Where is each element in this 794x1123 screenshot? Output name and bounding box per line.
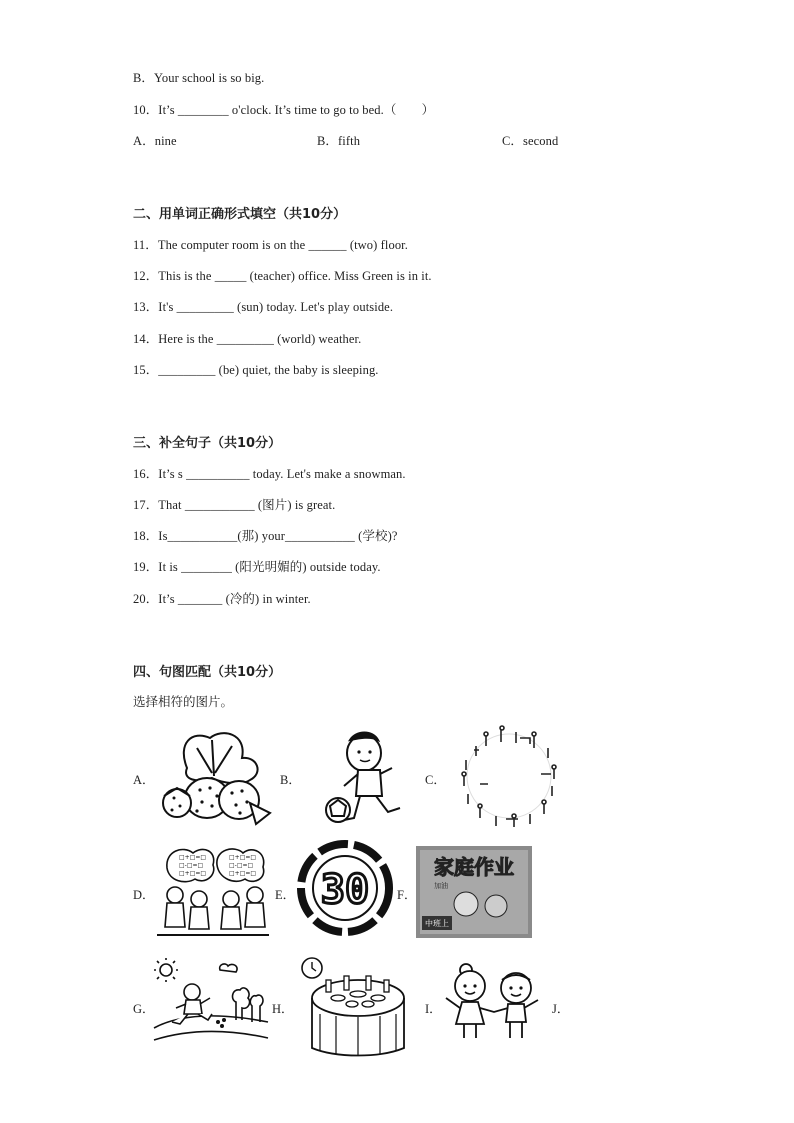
- thirty-number: 30: [320, 867, 370, 913]
- strawberries-image: [152, 728, 272, 826]
- q18: 18．Is___________(那) your___________ (学校)?: [133, 529, 398, 543]
- homework-tag: 中班上: [425, 919, 449, 928]
- svg-text:□+□=□: □+□=□: [229, 870, 257, 877]
- number-thirty-image: [296, 838, 394, 938]
- q10-option-b: B．fifth: [317, 134, 361, 148]
- label-i: I．: [425, 1002, 442, 1016]
- svg-text:□-□=□: □-□=□: [229, 862, 254, 869]
- label-c: C．: [425, 773, 446, 787]
- q20: 20．It’s _______ (冷的) in winter.: [133, 592, 311, 606]
- q14: 14．Here is the _________ (world) weather.: [133, 332, 362, 346]
- section4-instruction: 选择相符的图片。: [133, 694, 234, 709]
- q9-option-b: B．Your school is so big.: [133, 71, 265, 85]
- dinner-table-image: [296, 954, 414, 1060]
- label-h: H．: [272, 1002, 294, 1016]
- q19: 19．It is ________ (阳光明媚的) outside today.: [133, 560, 381, 574]
- svg-text:□-□=□: □-□=□: [179, 862, 204, 869]
- section3-title: 三、补全句子（共10分）: [133, 436, 282, 451]
- label-d: D．: [133, 888, 155, 902]
- label-j: J．: [552, 1002, 570, 1016]
- boy-playing-football-image: [318, 728, 410, 826]
- q12: 12．This is the _____ (teacher) office. Miss Green is in it.: [133, 269, 432, 283]
- q13: 13．It's _________ (sun) today. Let's play outside.: [133, 300, 394, 314]
- homework-title: 家庭作业: [434, 855, 514, 879]
- q10-option-c: C．second: [502, 134, 559, 148]
- boy-running-outdoors-image: [152, 958, 270, 1042]
- q10-option-a: A．nine: [133, 134, 177, 148]
- homework-small-text: 加油: [434, 882, 448, 890]
- label-f: F．: [397, 888, 417, 902]
- children-studying-image: [155, 843, 271, 939]
- homework-book-cover-image: [416, 846, 532, 938]
- label-e: E．: [275, 888, 296, 902]
- q16: 16．It’s s __________ today. Let's make a snowman.: [133, 467, 406, 481]
- section2-title: 二、用单词正确形式填空（共10分）: [133, 207, 347, 222]
- q15: 15．_________ (be) quiet, the baby is sleeping.: [133, 363, 379, 377]
- svg-text:□+□=□: □+□=□: [229, 854, 257, 861]
- section4-title: 四、句图匹配（共10分）: [133, 665, 282, 680]
- q17: 17．That ___________ (图片) is great.: [133, 498, 336, 512]
- label-g: G．: [133, 1002, 155, 1016]
- q11: 11．The computer room is on the ______ (two) floor.: [133, 238, 408, 252]
- label-a: A．: [133, 773, 155, 787]
- svg-text:□+□=□: □+□=□: [179, 854, 207, 861]
- q10-text: 10．It’s ________ o'clock. It’s time to go to bed.（ ）: [133, 103, 435, 117]
- two-friends-holding-hands-image: [440, 962, 548, 1040]
- svg-text:□+□=□: □+□=□: [179, 870, 207, 877]
- sports-circle-image: [456, 724, 562, 828]
- label-b: B．: [280, 773, 301, 787]
